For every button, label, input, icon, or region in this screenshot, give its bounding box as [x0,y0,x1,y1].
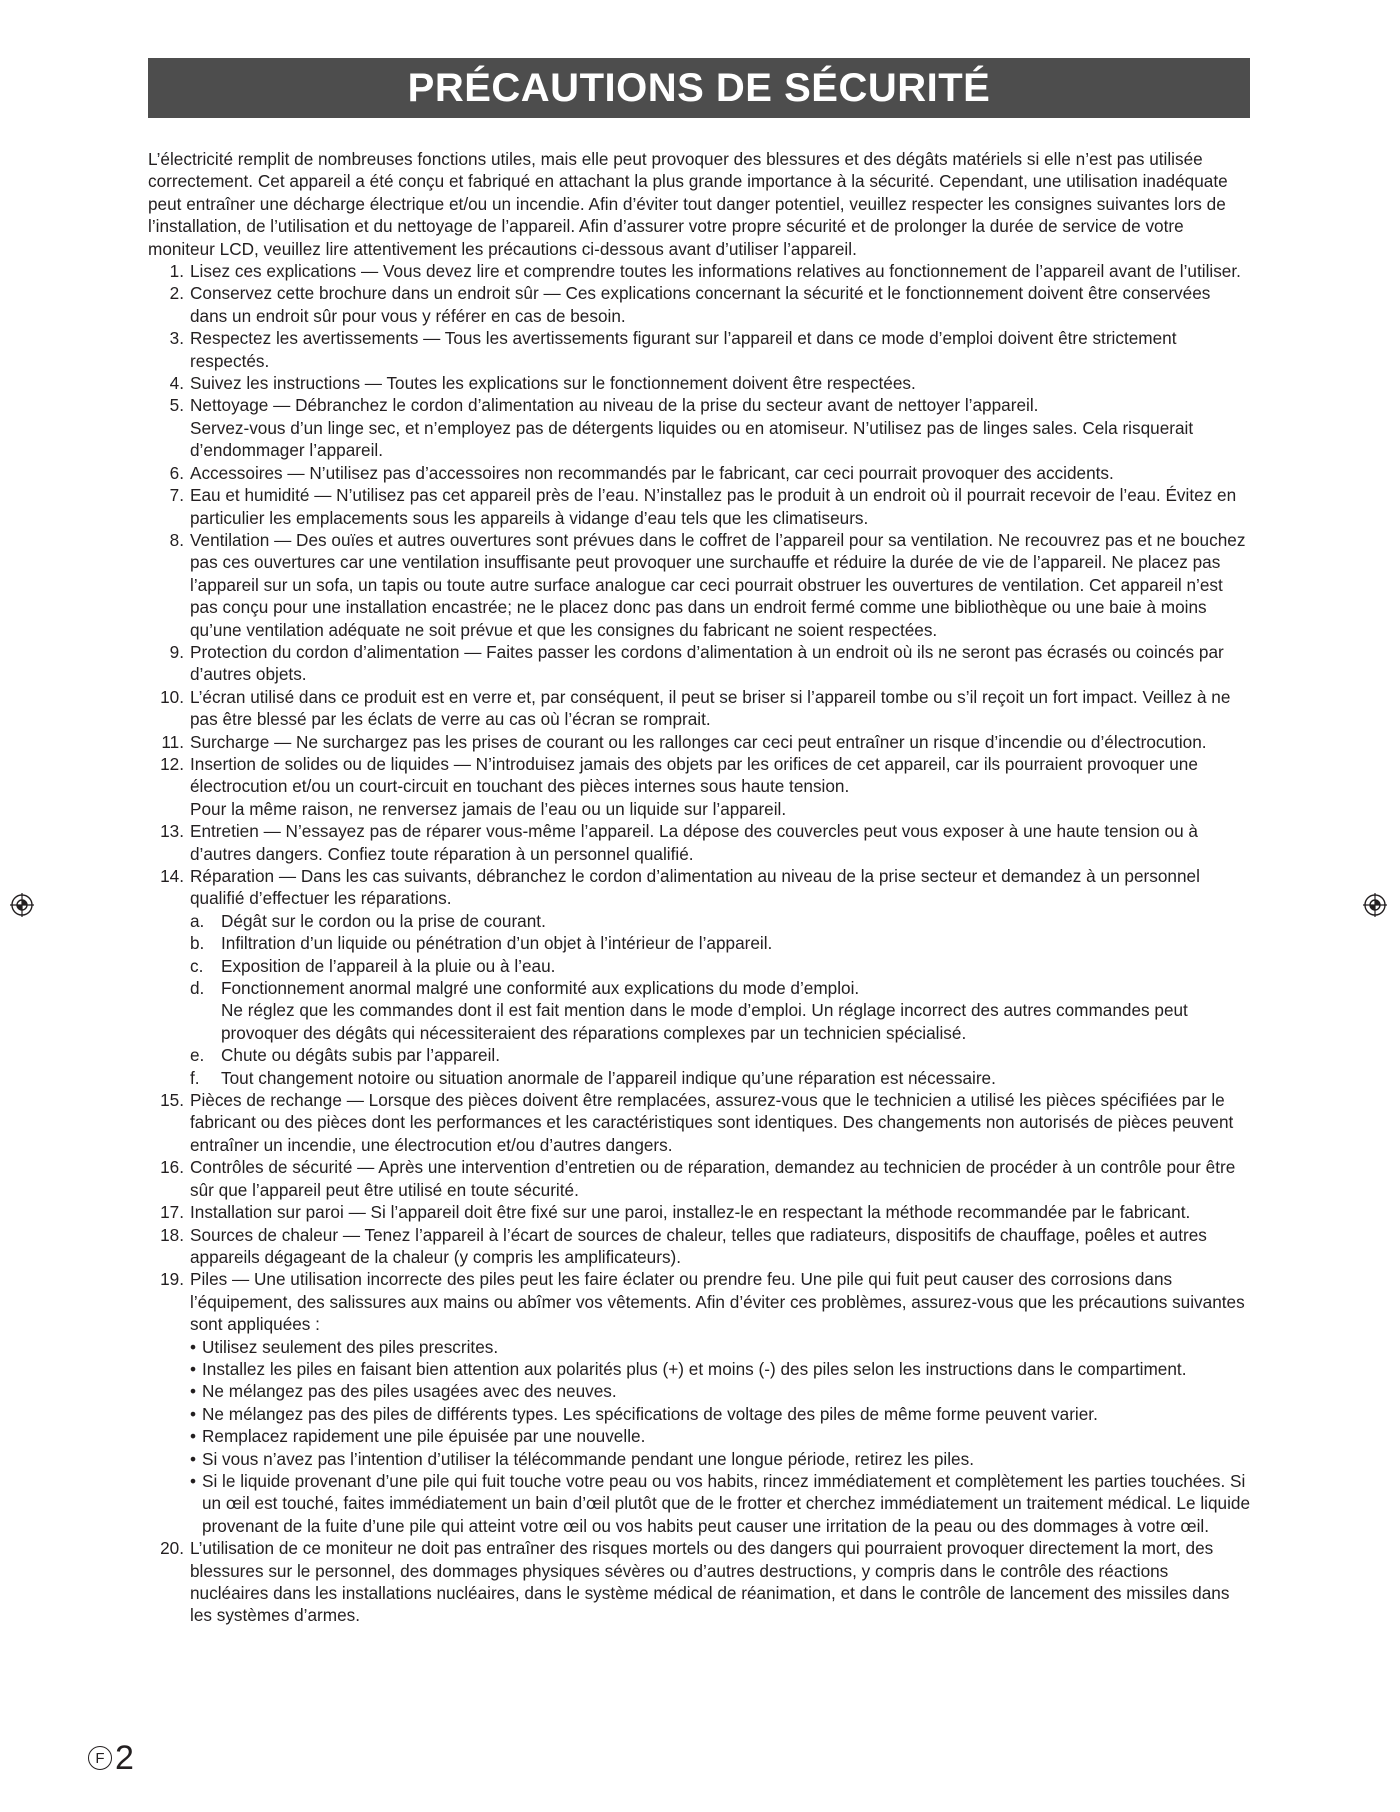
item-extra-text: Pour la même raison, ne renversez jamais de l’eau ou un liquide sur l’appareil. [190,798,787,819]
list-item [148,1089,1250,1156]
list-item [148,327,1250,372]
sub-item-letter: f. [190,1067,200,1088]
item-number: 14. [160,866,184,886]
registration-mark-icon [1363,893,1387,917]
title-bar [148,58,1250,118]
item-text: Protection du cordon d’alimentation — Faites passer les cordons d’alimentation à un endroit où ils ne seront pas écrasés ou coincés par d’autres objets. [190,641,1224,685]
language-badge: F [88,1746,112,1770]
list-item [148,686,1250,731]
item-text: Pièces de rechange — Lorsque des pièces doivent être remplacées, assurez-vous que le technicien a utilisé les pièces spécifiées par le fabricant ou des pièces dont les performances et les caractéristiques sont identiques. Des changements non autorisés de pièces peuvent entraîner un incendie, une électrocution et/ou d’autres dangers. [190,1090,1234,1155]
item-number: 10. [160,686,184,707]
item-number: 20. [160,1538,184,1559]
item-text: Piles — Une utilisation incorrecte des piles peut les faire éclater ou prendre feu. Une pile qui fuit peut causer des corrosions dans l’équipement, des salissures aux mains ou abîmer vos vêtements. Afin d’éviter ces problèmes, assurez-vous que les précautions suivantes sont appliquées : [190,1269,1245,1335]
list-item [148,1201,1250,1223]
item-text: Suivez les instructions — Toutes les explications sur le fonctionnement doivent être respectées. [190,373,916,394]
sub-item-letter: a. [190,910,205,931]
item-text: Conservez cette brochure dans un endroit sûr — Ces explications concernant la sécurité et le fonctionnement doivent être conservées dans un endroit sûr pour vous y référer en cas de besoin. [190,283,1211,326]
item-number: 18. [160,1224,184,1245]
repair-conditions-list [190,910,1250,1089]
bullet-item: • Ne mélangez pas des piles usagées avec des neuves. [190,1380,1250,1402]
list-item [148,484,1250,529]
sub-item [190,1044,1250,1066]
list-item [148,529,1250,641]
item-number: 9. [169,641,184,662]
item-number: 2. [169,283,184,304]
item-text: Respectez les avertissements — Tous les avertissements figurant sur l’appareil et dans ce mode d’emploi doivent être strictement respectés. [190,328,1177,371]
item-number: 5. [169,395,184,416]
safety-content [148,148,1250,1627]
sub-item-text: Dégât sur le cordon ou la prise de courant. [221,910,546,931]
list-item [148,753,1250,820]
item-text: Installation sur paroi — Si l’appareil doit être fixé sur une paroi, installez-le en respectant la méthode recommandée par le fabricant. [190,1202,1191,1223]
item-text: Eau et humidité — N’utilisez pas cet appareil près de l’eau. N’installez pas le produit à un endroit où il pourrait recevoir de l’eau. Évitez en particulier les emplacements sous les appareils à vidange d’eau tels que les climatiseurs. [190,485,1237,528]
item-number: 4. [169,373,184,394]
battery-precautions-list [190,1336,1250,1538]
item-number: 13. [160,821,184,842]
sub-item [190,1067,1250,1089]
sub-item-letter: d. [190,978,205,999]
item-extra-text: Servez-vous d’un linge sec, et n’employez pas de détergents liquides ou en atomiseur. N’utilisez pas de linges sales. Cela risquerait d’endommager l’appareil. [190,417,1194,461]
item-text: Contrôles de sécurité — Après une intervention d’entretien ou de réparation, demandez au technicien de procéder à un contrôle pour être sûr que l’appareil peut être utilisé en toute sécurité. [190,1157,1236,1200]
item-number: 11. [161,731,184,752]
bullet-item: • Si vous n’avez pas l’intention d’utiliser la télécommande pendant une longue période, retirez les piles. [190,1448,1250,1470]
sub-item-text: Exposition de l’appareil à la pluie ou à l’eau. [221,955,556,976]
sub-item-text: Infiltration d’un liquide ou pénétration d’un objet à l’intérieur de l’appareil. [221,933,773,954]
item-text: Réparation — Dans les cas suivants, débranchez le cordon d’alimentation au niveau de la prise secteur et demandez à un personnel qualifié d’effectuer les réparations. [190,866,1200,909]
item-number: 7. [169,485,184,506]
item-text: Entretien — N’essayez pas de réparer vous-même l’appareil. La dépose des couvercles peut vous exposer à une haute tension ou à d’autres dangers. Confiez toute réparation à un personnel qualifié. [190,821,1198,864]
list-item [148,641,1250,686]
list-item [148,260,1250,282]
sub-item-letter: c. [190,955,204,976]
item-text: Insertion de solides ou de liquides — N’introduisez jamais des objets par les orifices de cet appareil, car ils pourraient provoquer une électrocution et/ou un court-circuit en touchant des pièces internes sous haute tension. [190,753,1198,797]
bullet-item: • Ne mélangez pas des piles de différents types. Les spécifications de voltage des piles de même forme peuvent varier. [190,1403,1250,1425]
sub-item-text: Chute ou dégâts subis par l’appareil. [221,1045,500,1066]
item-number: 1. [169,261,184,282]
bullet-item: • Remplacez rapidement une pile épuisée par une nouvelle. [190,1425,1250,1447]
item-number: 15. [160,1090,184,1111]
list-item [148,731,1250,753]
list-item [148,282,1250,327]
sub-item-text: Fonctionnement anormal malgré une conformité aux explications du mode d’emploi. [221,978,860,999]
list-item [148,1537,1250,1627]
item-number: 17. [160,1202,184,1223]
list-item [148,372,1250,394]
sub-item [190,977,1250,1044]
bullet-item: • Si le liquide provenant d’une pile qui fuit touche votre peau ou vos habits, rincez immédiatement et complètement les parties touchées. Si un œil est touché, faites immédiatement un bain d’œil plutôt que de le frotter et cherchez immédiatement un traitement médical. Le liquide provenant de la fuite d’une pile qui atteint votre œil ou vos habits peut causer une irritation de la peau ou des dommages à votre œil. [190,1470,1250,1537]
item-number: 3. [169,328,184,349]
list-item [148,1268,1250,1537]
list-item [148,1224,1250,1269]
list-item [148,865,1250,1089]
sub-item [190,955,1250,977]
item-number: 12. [160,753,184,774]
item-text: Nettoyage — Débranchez le cordon d’alimentation au niveau de la prise du secteur avant de nettoyer l’appareil. [190,395,1039,416]
intro-paragraph: L’électricité remplit de nombreuses fonctions utiles, mais elle peut provoquer des blessures et des dégâts matériels si elle n’est pas utilisée correctement. Cet appareil a été conçu et fabriqué en attachant la plus grande importance à la sécurité. Cependant, une utilisation inadéquate peut entraîner une décharge électrique et/ou un incendie. Afin d’éviter tout danger potentiel, veuillez respecter les consignes suivantes lors de l’installation, de l’utilisation et du nettoyage de l’appareil. Afin d’assurer votre propre sécurité et de prolonger la durée de service de votre moniteur LCD, veuillez lire attentivement les précautions ci-dessous avant d’utiliser l’appareil. [148,149,1228,259]
sub-item [190,932,1250,954]
registration-mark-icon [10,893,34,917]
list-item [148,1156,1250,1201]
list-item [148,820,1250,865]
item-number: 16. [160,1157,184,1178]
item-number: 6. [169,462,184,483]
sub-item-extra-text: Ne réglez que les commandes dont il est fait mention dans le mode d’emploi. Un réglage incorrect des autres commandes peut provoquer des dégâts qui nécessiteraient des réparations complexes par un technicien spécialisé. [221,1000,1188,1043]
page-title: PRÉCAUTIONS DE SÉCURITÉ [407,65,991,110]
bullet-item: • Utilisez seulement des piles prescrites. [190,1336,1250,1358]
page-footer [88,1740,134,1776]
item-text: Sources de chaleur — Tenez l’appareil à l’écart de sources de chaleur, telles que radiateurs, dispositifs de chauffage, poêles et autres appareils dégageant de la chaleur (y compris les amplificateurs). [190,1224,1207,1267]
item-text: Lisez ces explications — Vous devez lire et comprendre toutes les informations relatives au fonctionnement de l’appareil avant de l’utiliser. [190,261,1241,282]
item-text: Ventilation — Des ouïes et autres ouvertures sont prévues dans le coffret de l’appareil pour sa ventilation. Ne recouvrez pas et ne bouchez pas ces ouvertures car une ventilation insuffisante peut provoquer une surchauffe et réduire la durée de vie de l’appareil. Ne placez pas l’appareil sur un sofa, un tapis ou toute autre surface analogue car ceci pourrait obstruer les ouvertures de ventilation. Cet appareil n’est pas conçu pour une installation encastrée; ne le placez donc pas dans un endroit fermé comme une bibliothèque ou une baie à moins qu’une ventilation adéquate ne soit prévue et que les consignes du fabricant ne soient respectées. [190,529,1246,640]
precautions-list [148,260,1250,1627]
item-number: 8. [169,529,184,550]
list-item [148,394,1250,461]
item-text: L’écran utilisé dans ce produit est en verre et, par conséquent, il peut se briser si l’appareil tombe ou s’il reçoit un fort impact. Veillez à ne pas être blessé par les éclats de verre au cas où l’écran se romprait. [190,686,1231,730]
item-text: L’utilisation de ce moniteur ne doit pas entraîner des risques mortels ou des dangers qui pourraient provoquer directement la mort, des blessures sur le personnel, des dommages physiques sévères ou d’autres destructions, y compris dans le contrôle des réactions nucléaires dans les installations nucléaires, dans le système médical de réanimation, et dans le contrôle de lancement des missiles dans les systèmes d’armes. [190,1538,1230,1626]
sub-item-text: Tout changement notoire ou situation anormale de l’appareil indique qu’une réparation est nécessaire. [221,1067,996,1088]
sub-item [190,910,1250,932]
bullet-item: • Installez les piles en faisant bien attention aux polarités plus (+) et moins (-) des piles selon les instructions dans le compartiment. [190,1358,1250,1380]
sub-item-letter: b. [190,933,205,954]
item-number: 19. [160,1269,184,1290]
page-number: 2 [115,1739,134,1777]
list-item [148,462,1250,484]
sub-item-letter: e. [190,1045,205,1066]
item-text: Surcharge — Ne surchargez pas les prises de courant ou les rallonges car ceci peut entraîner un risque d’incendie ou d’électrocution. [190,731,1207,752]
item-text: Accessoires — N’utilisez pas d’accessoires non recommandés par le fabricant, car ceci pourrait provoquer des accidents. [190,462,1114,483]
